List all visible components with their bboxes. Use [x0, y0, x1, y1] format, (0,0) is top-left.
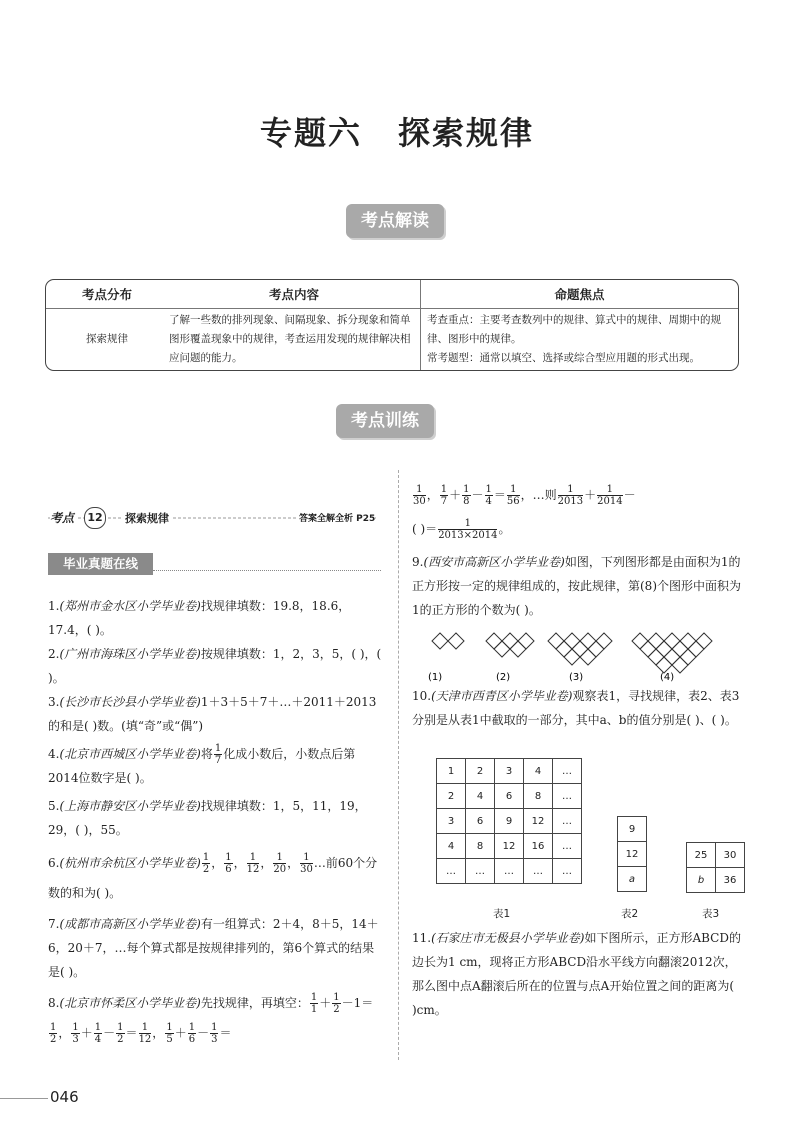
kaodian-name: 探索规律	[122, 510, 172, 526]
question-3: 3.(长沙市长沙县小学毕业卷)1＋3＋5＋7＋…＋2011＋2013的和是( )数。(填“奇”或“偶”)	[48, 695, 377, 733]
q9-caption-2: (2)	[496, 672, 511, 682]
topic-cell: 探索规律	[86, 333, 128, 345]
table-1: 1 2 3 4 … 2 4 6 8 … 3 6 9 12 … 4 8 12 16 … … … … … …	[436, 758, 582, 884]
question-8: 8.(北京市怀柔区小学毕业卷)先找规律，再填空： $\frac{1}{1}$ ＋ $\frac{1}{2}$ －1＝ $\frac{1}{2}$ ， $\frac{1}{3}$ ＋ $\frac{1}{4}$ － $\frac{1}{2}$ ＝ $\frac{1}{12}$ ， $\frac{1}{5}$ ＋ $\frac{1}{6}$ － $\frac{1}{3}$ ＝	[48, 992, 374, 1045]
question-5: 5.(上海市静安区小学毕业卷)找规律填数：1，5，11，19，29，( )，55。	[48, 799, 367, 837]
table-2: 9 12 a	[617, 816, 647, 892]
answer-reference: 答案全解全析 P25	[296, 511, 375, 524]
focus-line-2: 常考题型：通常以填空、选择或综合型应用题的形式出现。	[427, 352, 700, 364]
analysis-banner: 考点解读	[346, 204, 444, 238]
header-content: 考点内容	[168, 280, 421, 309]
title-part2: 探索规律	[398, 114, 535, 152]
title-part1: 专题六	[259, 114, 362, 152]
table-3-caption: 表3	[702, 908, 720, 920]
focus-cell	[421, 309, 739, 371]
question-1: 1.(郑州市金水区小学毕业卷)找规律填数：19.8，18.6，17.4，( )。	[48, 599, 351, 637]
table-2-caption: 表2	[621, 908, 639, 920]
question-11: 11.(石家庄市无极县小学毕业卷)如下图所示，正方形ABCD的边长为1 cm，现将正方形ABCD沿水平线方向翻滚2012次，那么图中点A翻滚后所在的位置与点A开始位置之间的距离为( )cm。	[412, 931, 741, 1017]
fraction-1-7: $\frac{1}{7}$	[214, 743, 222, 766]
question-4: 4.(北京市西城区小学毕业卷)将 $\frac{1}{7}$ 化成小数后，小数点后第2014位数字是( )。	[48, 743, 356, 785]
page-title	[0, 108, 794, 154]
q9-caption-4: (4)	[660, 672, 675, 682]
header-focus: 命题焦点	[421, 280, 739, 309]
q9-caption-1: (1)	[428, 672, 443, 682]
training-banner: 考点训练	[336, 404, 434, 438]
header-distribution: 考点分布	[46, 280, 168, 309]
focus-line-1: 考查重点：主要考查数列中的规律、算式中的规律、周期中的规律、图形中的规律。	[427, 314, 721, 345]
q9-figures	[424, 626, 724, 682]
question-9: 9.(西安市高新区小学毕业卷)如图，下列图形都是由面积为1的正方形按一定的规律组成的，按此规律，第(8)个图形中面积为1的正方形的个数为( )。	[412, 555, 742, 617]
content-cell: 了解一些数的排列现象、间隔现象、拆分现象和简单图形覆盖现象中的规律，考查运用发现的规律解决相应问题的能力。	[168, 309, 421, 371]
q9-caption-3: (3)	[569, 672, 584, 682]
left-column	[48, 594, 383, 1048]
kaodian-number: 12	[84, 507, 106, 529]
question-2: 2.(广州市海珠区小学毕业卷)按规律填数：1，2，3，5，( )，( )。	[48, 647, 382, 685]
section-heading-line	[153, 570, 381, 571]
kaodian-label: 考点	[50, 509, 77, 526]
page-number: 046	[50, 1088, 79, 1106]
column-divider	[398, 470, 399, 1060]
question-6: 6.(杭州市余杭区小学毕业卷) $\frac{1}{2}$ ， $\frac{1}{6}$ ， $\frac{1}{12}$ ， $\frac{1}{20}$ ， $\frac{1}{30}$ …前60个分数的和为( )。	[48, 852, 378, 900]
kaodian-bar	[48, 505, 383, 531]
footer-line	[0, 1098, 48, 1099]
q8-continuation: $\frac{1}{30}$ ， $\frac{1}{7}$ ＋ $\frac{1}{8}$ － $\frac{1}{4}$ ＝ $\frac{1}{56}$ ，…则 $\frac{1}{2013}$ ＋ $\frac{1}{2014}$ － ( )＝ $\frac{1}{2013\times 2014}$ 。	[412, 484, 636, 541]
table-1-caption: 表1	[493, 908, 511, 920]
analysis-table	[45, 279, 739, 371]
question-7: 7.(成都市高新区小学毕业卷)有一组算式：2＋4，8＋5，14＋6，20＋7，…每个算式都是按规律排列的，第6个算式的结果是( )。	[48, 917, 379, 979]
question-10: 10.(天津市西青区小学毕业卷)观察表1，寻找规律，表2、表3分别是从表1中截取的一部分，其中a、b的值分别是( )、( )。	[412, 689, 740, 727]
section-heading: 毕业真题在线	[48, 553, 153, 575]
table-3: 25 30 b 36	[686, 842, 745, 893]
